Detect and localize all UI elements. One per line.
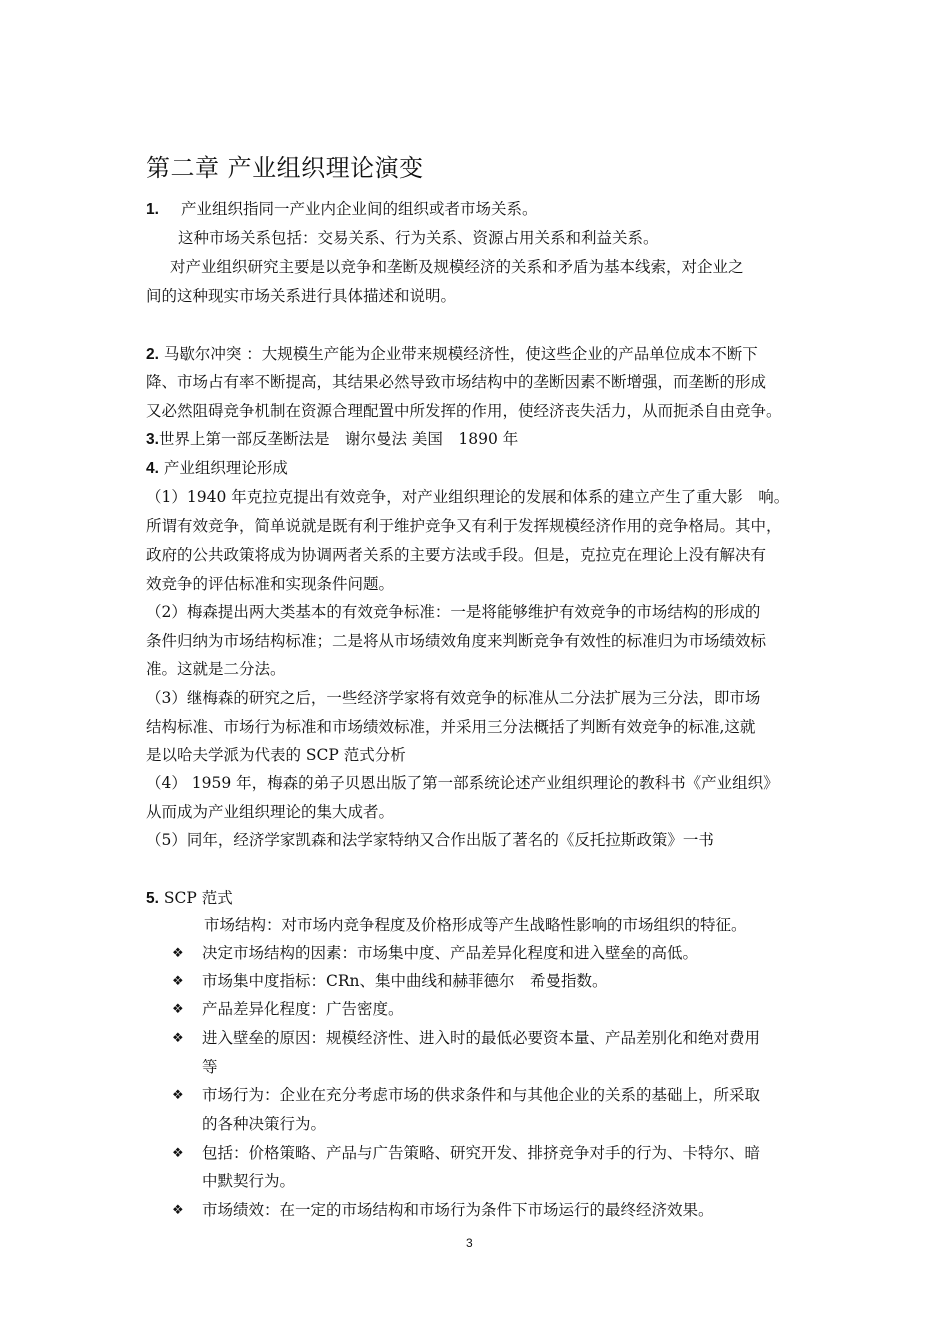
section-4-p3-line-1: （3）继梅森的研究之后，一些经济学家将有效竞争的标准从二分法扩展为三分法，即市场 — [146, 689, 761, 707]
section-4-p2-line-3: 准。这就是二分法。 — [146, 660, 286, 678]
section-4-p2-line-2: 条件归纳为市场结构标准；二是将从市场绩效角度来判断竞争有效性的标准归为市场绩效标 — [146, 632, 767, 650]
section-4-p3-line-3: 是以哈夫学派为代表的 SCP 范式分析 — [146, 746, 406, 764]
bullet-icon: ❖ — [172, 1031, 184, 1046]
section-4-p4-line-1: （4） 1959 年，梅森的弟子贝恩出版了第一部系统论述产业组织理论的教科书《产业组织》 — [146, 774, 779, 792]
section-5-heading-line — [146, 888, 233, 909]
section-3-line — [146, 429, 518, 450]
section-2-text-1: 马歇尔冲突 ：大规模生产能为企业带来规模经济性，使这些企业的产品单位成本不断下 — [163, 345, 758, 363]
chapter-title: 第二章 产业组织理论演变 — [146, 154, 424, 182]
section-4-heading-line — [146, 458, 288, 479]
section-2-line-3: 又必然阻碍竞争机制在资源合理配置中所发挥的作用，使经济丧失活力，从而扼杀自由竞争。 — [146, 402, 782, 420]
section-4-p4-line-2: 从而成为产业组织理论的集大成者。 — [146, 803, 395, 821]
section-4-p1-line-3: 政府的公共政策将成为协调两者关系的主要方法或手段。但是，克拉克在理论上没有解决有 — [146, 546, 767, 564]
bullet-item-line: 进入壁垒的原因：规模经济性、进入时的最低必要资本量、产品差别化和绝对费用 — [202, 1029, 761, 1047]
bullet-icon: ❖ — [172, 1002, 184, 1017]
section-4-p2-line-1: （2）梅森提出两大类基本的有效竞争标准：一是将能够维护有效竞争的市场结构的形成的 — [146, 603, 761, 621]
section-5-heading: SCP 范式 — [163, 889, 233, 907]
section-1-line-1 — [146, 199, 537, 220]
bullet-item-line: 决定市场结构的因素：市场集中度、产品差异化程度和进入壁垒的高低。 — [202, 944, 699, 962]
section-4-p3-line-2: 结构标准、市场行为标准和市场绩效标准，并采用三分法概括了判断有效竞争的标准,这就 — [146, 718, 756, 736]
bullet-item-line: 的各种决策行为。 — [202, 1115, 327, 1133]
bullet-icon: ❖ — [172, 1088, 184, 1103]
section-4-p1-line-2: 所谓有效竞争，简单说就是既有利于维护竞争又有利于发挥规模经济作用的竞争格局。其中， — [146, 517, 782, 535]
bullet-item-line: 市场行为：企业在充分考虑市场的供求条件和与其他企业的关系的基础上，所采取 — [202, 1086, 761, 1104]
bullet-item-line: 市场集中度指标：CRn、集中曲线和赫菲德尔 希曼指数。 — [202, 972, 608, 990]
section-1-number: 1. — [146, 201, 159, 218]
section-2-line-2: 降、市场占有率不断提高，其结果必然导致市场结构中的垄断因素不断增强，而垄断的形成 — [146, 373, 767, 391]
section-1-line-3: 对产业组织研究主要是以竞争和垄断及规模经济的关系和矛盾为基本线索，对企业之 — [170, 258, 744, 276]
bullet-icon: ❖ — [172, 974, 184, 989]
section-4-heading: 产业组织理论形成 — [163, 459, 288, 477]
section-2-number: 2. — [146, 346, 159, 363]
section-1-line-4: 间的这种现实市场关系进行具体描述和说明。 — [146, 287, 457, 305]
section-3-number: 3. — [146, 431, 159, 448]
section-5-number: 5. — [146, 890, 159, 907]
page-number: 3 — [466, 1236, 473, 1250]
section-1-text-1: 产业组织指同一产业内企业间的组织或者市场关系。 — [180, 200, 538, 218]
bullet-item-line: 市场绩效：在一定的市场结构和市场行为条件下市场运行的最终经济效果。 — [202, 1201, 714, 1219]
section-2-line-1 — [146, 344, 758, 365]
section-4-p5-line-1: （5）同年，经济学家凯森和法学家特纳又合作出版了著名的《反托拉斯政策》一书 — [146, 831, 714, 849]
bullet-item-line: 产品差异化程度：广告密度。 — [202, 1000, 404, 1018]
bullet-icon: ❖ — [172, 946, 184, 961]
section-1-line-2: 这种市场关系包括：交易关系、行为关系、资源占用关系和利益关系。 — [178, 229, 659, 247]
bullet-item-line: 包括：价格策略、产品与广告策略、研究开发、排挤竞争对手的行为、卡特尔、暗 — [202, 1144, 761, 1162]
bullet-item-line: 等 — [202, 1058, 218, 1076]
section-4-p1-line-1: （1）1940 年克拉克提出有效竞争，对产业组织理论的发展和体系的建立产生了重大影 响。 — [146, 488, 790, 506]
section-3-text: 世界上第一部反垄断法是 谢尔曼法 美国 1890 年 — [158, 430, 519, 448]
section-4-p1-line-4: 效竞争的评估标准和实现条件问题。 — [146, 575, 395, 593]
bullet-item-line: 中默契行为。 — [202, 1172, 296, 1190]
section-4-number: 4. — [146, 460, 159, 477]
bullet-icon: ❖ — [172, 1203, 184, 1218]
bullet-icon: ❖ — [172, 1146, 184, 1161]
section-5-intro: 市场结构：对市场内竞争程度及价格形成等产生战略性影响的市场组织的特征。 — [204, 916, 747, 934]
